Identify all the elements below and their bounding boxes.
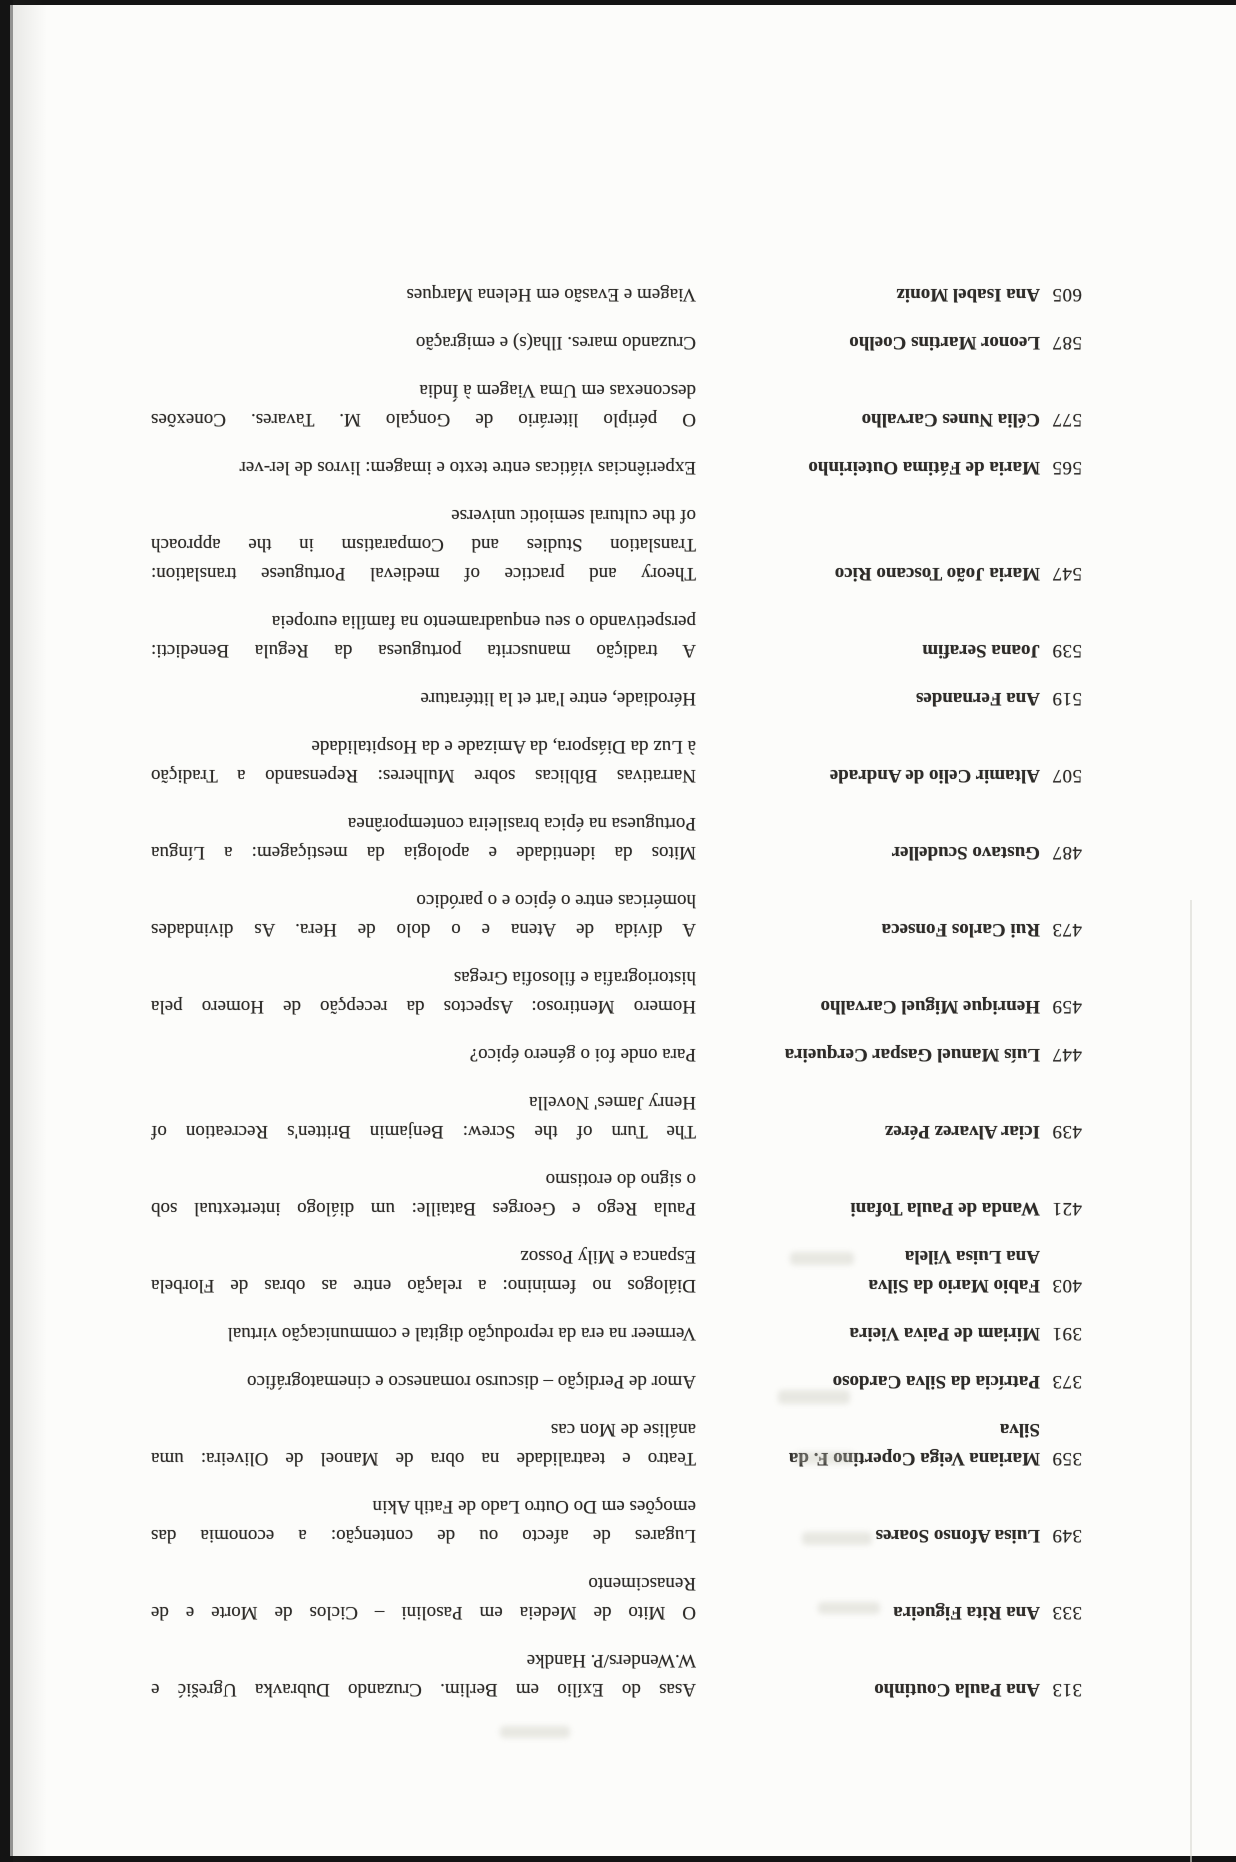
toc-title-line: Narrativas Bíblicas sobre Mulheres: Repensando a Tradição xyxy=(151,765,696,786)
toc-title-line: Teatro e teatralidade na obra de Manoel de Oliveira: uma xyxy=(151,1448,696,1469)
toc-page-number: 373 xyxy=(1052,1371,1082,1392)
toc-entry xyxy=(0,1040,1090,1069)
toc-title xyxy=(151,1165,696,1223)
toc-author-line: Mariana Veiga Copertino F. da xyxy=(788,1448,1040,1469)
toc-title-line: Portuguesa na épica brasileira contemporânea xyxy=(347,813,696,834)
toc-author xyxy=(736,992,1040,1021)
toc-title xyxy=(151,886,696,944)
toc-page-number: 439 xyxy=(1052,1121,1082,1142)
toc-title-line: O périplo literário de Gonçalo M. Tavares. Conexões xyxy=(151,409,696,430)
toc-author-line: Gustavo Scudeller xyxy=(891,842,1040,863)
toc-author-line: Henrique Miguel Carvalho xyxy=(820,996,1040,1017)
scan-edge-left xyxy=(0,0,10,1862)
toc-title-line: à Luz da Diáspora, da Amizade e da Hospitalidade xyxy=(311,736,696,757)
toc-author-line: Luisa Afonso Soares xyxy=(875,1525,1040,1546)
toc-author-line: Maria de Fátima Outeirinho xyxy=(808,457,1040,478)
toc-title-line: Cruzando mares. Ilha(s) e emigração xyxy=(415,332,696,353)
toc-entry xyxy=(0,1492,1090,1550)
toc-author xyxy=(736,1319,1040,1348)
toc-title-line: Translation Studies and Comparatism in the approach xyxy=(151,534,696,555)
toc-title xyxy=(151,1319,696,1348)
toc-title-line: Diálogos no feminino: a relação entre as obras de Florbela xyxy=(151,1275,696,1296)
toc-entry xyxy=(0,732,1090,790)
toc-entry xyxy=(0,1367,1090,1396)
toc-page-number: 459 xyxy=(1052,996,1082,1017)
toc-title-line: of the cultural semiotic universe xyxy=(451,505,696,526)
toc-title-line: O Mito de Medeia em Pasolini – Ciclos de Morte e de xyxy=(151,1602,696,1623)
toc-entry xyxy=(0,1165,1090,1223)
toc-entry xyxy=(0,607,1090,665)
toc-author xyxy=(736,453,1040,482)
toc-title-line: W.Wenders/P. Handke xyxy=(526,1650,696,1671)
toc-entry xyxy=(0,501,1090,588)
toc-author xyxy=(736,1415,1040,1473)
toc-title-line: Homero Mentiroso: Aspectos da recepção de Homero pela xyxy=(151,996,696,1017)
toc-title-line: perspetivando o seu enquadramento na família europeia xyxy=(271,611,696,632)
toc-title xyxy=(151,1367,696,1396)
toc-title-line: A dívida de Atena e o dolo de Hera. As divindades xyxy=(151,919,696,940)
toc-title-line: análise de Mon cas xyxy=(550,1419,696,1440)
toc-title-line: Lugares de afecto ou de contenção: a economia das xyxy=(151,1525,696,1546)
toc-author xyxy=(736,636,1040,665)
toc-title xyxy=(151,280,696,309)
toc-page-number: 391 xyxy=(1052,1323,1082,1344)
toc-author xyxy=(736,328,1040,357)
toc-author xyxy=(736,838,1040,867)
toc-title-line: Renascimento xyxy=(588,1573,696,1594)
toc-title xyxy=(151,1040,696,1069)
toc-title xyxy=(151,501,696,588)
toc-title-line: Espanca e Mily Possoz xyxy=(520,1246,696,1267)
toc-title xyxy=(151,1088,696,1146)
toc-title-line: homéricas entre o épico e o paródico xyxy=(416,890,696,911)
toc-author-line: Ana Rita Figueira xyxy=(893,1602,1040,1623)
toc-title-line: Vermeer na era da reprodução digital e communicação virtual xyxy=(227,1323,696,1344)
toc-author xyxy=(736,1040,1040,1069)
toc-title-line: o signo do erotismo xyxy=(545,1169,696,1190)
toc-title-line: A tradição manuscrita portuguesa da Regula Benedicti: xyxy=(151,640,696,661)
toc-entry xyxy=(0,328,1090,357)
toc-title-line: emoções em Do Outro Lado de Fatih Akin xyxy=(372,1496,696,1517)
toc-author-line: Ana Isabel Moniz xyxy=(896,284,1040,305)
toc-author xyxy=(736,1675,1040,1704)
toc-page-number: 507 xyxy=(1052,765,1082,786)
toc-author-line: Patrícia da Silva Cardoso xyxy=(832,1371,1040,1392)
toc-entry xyxy=(0,886,1090,944)
toc-title-line: Para onde foi o género épico? xyxy=(469,1044,696,1065)
toc-author-line: Ana Luisa Vilela xyxy=(904,1246,1040,1267)
toc-entry xyxy=(0,1569,1090,1627)
toc-page-number: 359 xyxy=(1052,1448,1082,1469)
toc-entry xyxy=(0,1415,1090,1473)
toc-author-line: Joana Serafim xyxy=(922,640,1040,661)
scan-edge-top xyxy=(0,0,1236,5)
toc-author xyxy=(736,915,1040,944)
toc-page-number: 519 xyxy=(1052,688,1082,709)
toc-entry xyxy=(0,280,1090,309)
toc-page-number: 349 xyxy=(1052,1525,1082,1546)
toc-title xyxy=(151,963,696,1021)
toc-author-line: Altamir Celio de Andrade xyxy=(829,765,1040,786)
toc-author-line: Wanda de Paula Tofani xyxy=(850,1198,1040,1219)
toc-page-number: 565 xyxy=(1052,457,1082,478)
toc-entry xyxy=(0,963,1090,1021)
toc-title-line: Mitos da identidade e apologia da mestiçagem: a Língua xyxy=(151,842,696,863)
bleedthrough-smudge xyxy=(818,1602,880,1614)
toc-title xyxy=(151,809,696,867)
toc-author xyxy=(736,761,1040,790)
bleedthrough-smudge xyxy=(500,1726,570,1738)
toc-entry xyxy=(0,1242,1090,1300)
toc-author xyxy=(736,1242,1040,1300)
toc-entry xyxy=(0,1319,1090,1348)
toc-title xyxy=(151,1569,696,1627)
toc-title-line: Experiências viáticas entre texto e imagem: livros de ler-ver xyxy=(239,457,696,478)
toc-author-line: Luís Manuel Gaspar Cerqueira xyxy=(784,1044,1040,1065)
toc-author xyxy=(736,280,1040,309)
toc-author xyxy=(736,405,1040,434)
toc-title-line: Theory and practice of medieval Portuguese translation: xyxy=(151,563,696,584)
toc-author-line: Ana Paula Coutinho xyxy=(874,1679,1040,1700)
toc-title-line: Asas do Exílio em Berlim. Cruzando Dubravka Ugrešić e xyxy=(151,1679,696,1700)
page-edge-line xyxy=(1190,900,1192,1862)
toc-author-line: Rui Carlos Fonseca xyxy=(881,919,1040,940)
toc-title-line: Amor de Perdição – discurso romanesco e cinematográfico xyxy=(247,1371,696,1392)
toc-page-number: 587 xyxy=(1052,332,1082,353)
toc-author-line: Silva xyxy=(999,1419,1040,1440)
scan-edge-bottom xyxy=(0,1856,1236,1862)
toc-title xyxy=(151,328,696,357)
bleedthrough-smudge xyxy=(790,1252,854,1265)
toc-page-number: 539 xyxy=(1052,640,1082,661)
toc-title-line: historiografia e filosofia Gregas xyxy=(453,967,696,988)
toc-author xyxy=(736,1117,1040,1146)
toc-author xyxy=(736,1598,1040,1627)
toc-entry xyxy=(0,684,1090,713)
toc-author xyxy=(736,1194,1040,1223)
toc-title-line: desconexas em Uma Viagem à Índia xyxy=(419,380,696,401)
toc-title xyxy=(151,732,696,790)
toc-title-line: Henry James' Novella xyxy=(529,1092,696,1113)
toc-title xyxy=(151,453,696,482)
toc-entry xyxy=(0,1646,1090,1704)
toc-title-line: Viagem e Evasão em Helena Marques xyxy=(406,284,696,305)
toc-title xyxy=(151,684,696,713)
binding-shadow xyxy=(13,0,47,1862)
toc-list xyxy=(0,261,1236,1704)
toc-title xyxy=(151,1415,696,1473)
bleedthrough-smudge xyxy=(795,1452,855,1464)
toc-page-number: 403 xyxy=(1052,1275,1082,1296)
toc-entry xyxy=(0,809,1090,867)
toc-author-line: Célia Nunes Carvalho xyxy=(861,409,1040,430)
toc-page-number: 605 xyxy=(1052,284,1082,305)
bleedthrough-smudge xyxy=(802,1532,872,1545)
toc-author-line: Maria João Toscano Rico xyxy=(834,563,1040,584)
toc-author xyxy=(736,1521,1040,1550)
toc-entry xyxy=(0,453,1090,482)
toc-page-number: 313 xyxy=(1052,1679,1082,1700)
toc-page-number: 473 xyxy=(1052,919,1082,940)
toc-author-line: Leonor Martins Coelho xyxy=(849,332,1040,353)
bleedthrough-smudge xyxy=(778,1390,850,1404)
toc-entry xyxy=(0,1088,1090,1146)
toc-author xyxy=(736,559,1040,588)
toc-title-line: The Turn of the Screw: Benjamin Britten's Recreation of xyxy=(151,1121,696,1142)
toc-author-line: Ana Fernandes xyxy=(915,688,1040,709)
toc-title xyxy=(151,1242,696,1300)
toc-author xyxy=(736,684,1040,713)
toc-entry xyxy=(0,376,1090,434)
toc-page-number: 333 xyxy=(1052,1602,1082,1623)
toc-page-number: 447 xyxy=(1052,1044,1082,1065)
toc-author-line: Miriam de Paiva Vieira xyxy=(849,1323,1040,1344)
toc-title xyxy=(151,607,696,665)
toc-title xyxy=(151,376,696,434)
toc-title-line: Paula Rego e Georges Bataille: um diálogo intertextual sob xyxy=(151,1198,696,1219)
toc-author-line: Iciar Alvarez Pérez xyxy=(884,1121,1040,1142)
toc-page-number: 547 xyxy=(1052,563,1082,584)
toc-author-line: Fabio Mario da Silva xyxy=(868,1275,1040,1296)
toc-page-number: 577 xyxy=(1052,409,1082,430)
toc-title-line: Hérodiade, entre l'art et la littérature xyxy=(420,688,696,709)
toc-title xyxy=(151,1492,696,1550)
toc-title xyxy=(151,1646,696,1704)
toc-page-number: 421 xyxy=(1052,1198,1082,1219)
toc-page-number: 487 xyxy=(1052,842,1082,863)
